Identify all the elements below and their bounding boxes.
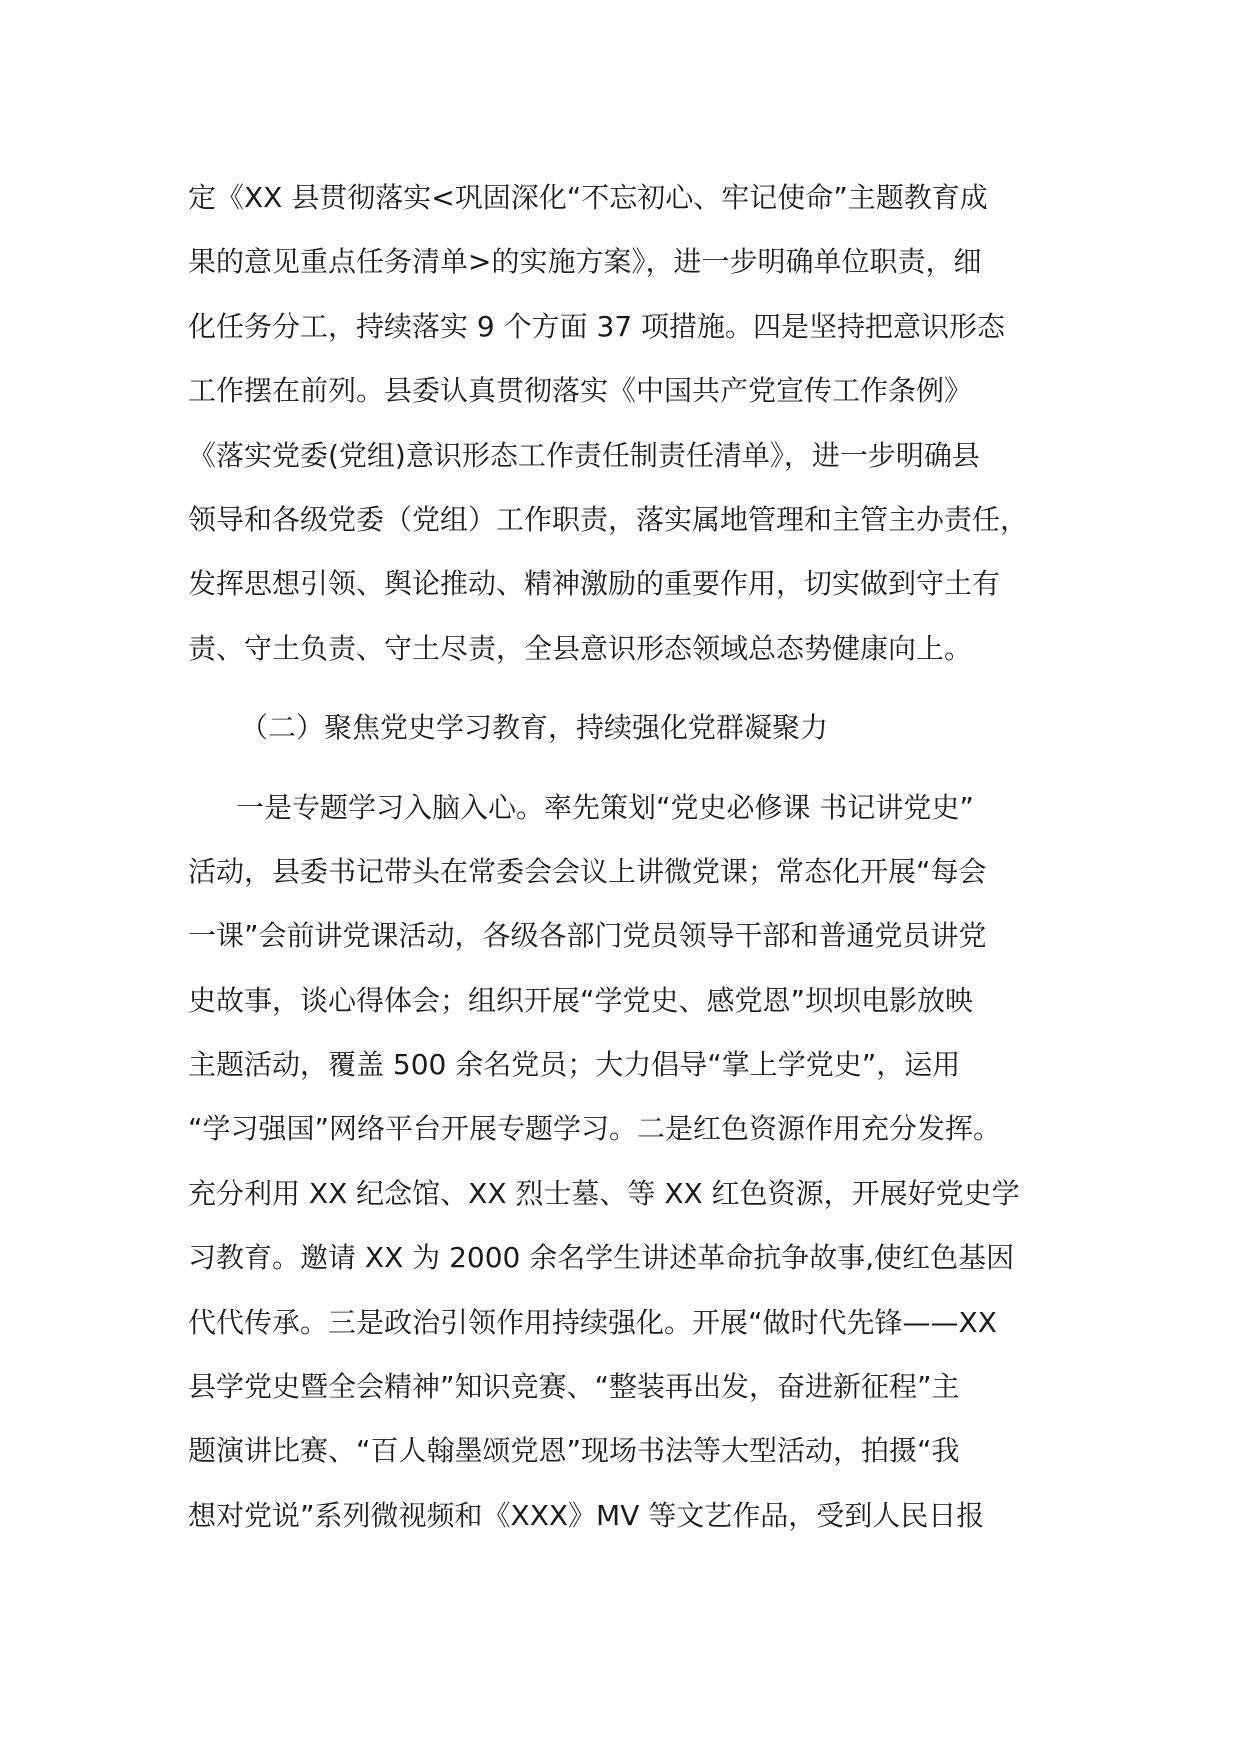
text-line: 定《XX 县贯彻落实<巩固深化“不忘初心、牢记使命”主题教育成 xyxy=(188,181,988,214)
text-line: “学习强国”网络平台开展专题学习。二是红色资源作用充分发挥。 xyxy=(188,1112,1002,1146)
text-line: 习教育。邀请 XX 为 2000 余名学生讲述革命抗争故事,使红色基因 xyxy=(188,1241,1015,1275)
text-line: 活动，县委书记带头在常委会会议上讲微党课；常态化开展“每会 xyxy=(188,854,987,888)
text-line: 充分利用 XX 纪念馆、XX 烈士墓、等 XX 红色资源，开展好党史学 xyxy=(188,1176,1020,1210)
text-line: 史故事，谈心得体会；组织开展“学党史、感党恩”坝坝电影放映 xyxy=(188,983,974,1017)
paragraph-2 xyxy=(188,776,1068,1549)
text-line: 《落实党委(党组)意识形态工作责任制责任清单》，进一步明确县 xyxy=(188,438,980,472)
section-heading: （二）聚焦党史学习教育，持续强化党群凝聚力 xyxy=(240,711,829,745)
text-line: 想对党说”系列微视频和《XXX》MV 等文艺作品，受到人民日报 xyxy=(188,1498,985,1532)
text-line: 领导和各级党委（党组）工作职责，落实属地管理和主管主办责任， xyxy=(188,502,1029,536)
text-line: 工作摆在前列。县委认真贯彻落实《中国共产党宣传工作条例》 xyxy=(188,374,973,408)
text-line: 化任务分工，持续落实 9 个方面 37 项措施。四是坚持把意识形态 xyxy=(188,309,1006,343)
paragraph-1 xyxy=(188,166,1068,681)
text-line: 一课”会前讲党课活动，各级各部门党员领导干部和普通党员讲党 xyxy=(188,919,987,953)
text-line: 果的意见重点任务清单>的实施方案》，进一步明确单位职责，细 xyxy=(188,245,982,279)
document-body xyxy=(188,166,1068,1548)
text-line: 代代传承。三是政治引领作用持续强化。开展“做时代先锋——XX xyxy=(188,1305,997,1339)
text-line: 县学党史暨全会精神”知识竞赛、“整装再出发，奋进新征程”主 xyxy=(188,1370,960,1404)
text-line: 一是专题学习入脑入心。率先策划“党史必修课 书记讲党史” xyxy=(236,790,974,824)
text-line: 责、守土负责、守土尽责，全县意识形态领域总态势健康向上。 xyxy=(188,631,973,665)
text-line: 题演讲比赛、“百人翰墨颂党恩”现场书法等大型活动，拍摄“我 xyxy=(188,1434,960,1468)
text-line: 主题活动，覆盖 500 余名党员；大力倡导“掌上学党史”，运用 xyxy=(188,1048,961,1082)
text-line: 发挥思想引领、舆论推动、精神激励的重要作用，切实做到守土有 xyxy=(188,567,1001,601)
